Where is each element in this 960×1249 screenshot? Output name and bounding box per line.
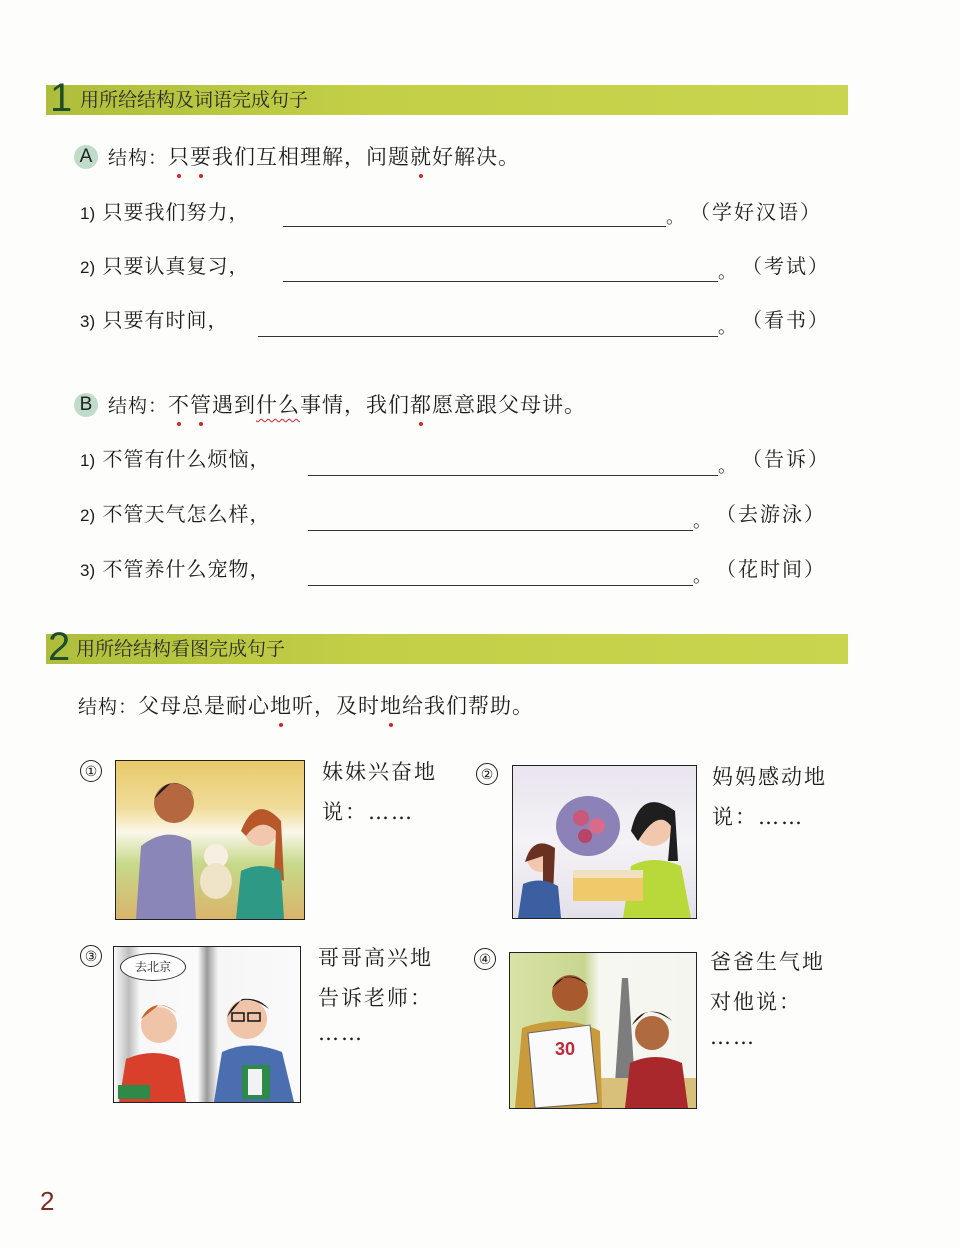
- item-number: 1): [80, 451, 96, 470]
- part-b-item-3: [80, 555, 270, 585]
- structure-text: 愿意跟父母讲。: [432, 393, 587, 417]
- part-b-item-1: [80, 445, 270, 475]
- wavy-underlined-text: 什么: [256, 393, 301, 417]
- illustration-4-father-angry-test: [509, 952, 697, 1109]
- item-prompt: 只要我们努力，: [102, 200, 250, 224]
- full-stop: 。: [718, 456, 736, 477]
- scene-2-figures: [513, 766, 696, 918]
- part-b-structure: [108, 391, 586, 420]
- section-2-title: 用所给结构看图完成句子: [76, 638, 286, 660]
- answer-blank-b1[interactable]: [308, 475, 718, 476]
- word-hint: （学好汉语）: [690, 200, 822, 224]
- picture-number-4: ④: [474, 948, 496, 970]
- caption-line: 哥哥高兴地: [318, 946, 433, 970]
- item-prompt: 只要有时间，: [102, 308, 229, 332]
- picture-caption-4: [710, 942, 825, 1052]
- emphasis-char: 管: [190, 393, 213, 417]
- structure-label: 结构：: [108, 147, 169, 169]
- structure-text: 遇到: [212, 393, 257, 417]
- picture-number-3: ③: [80, 945, 102, 967]
- item-number: 3): [80, 561, 96, 580]
- emphasis-char: 就: [410, 145, 433, 169]
- emphasis-char: 地: [380, 694, 403, 718]
- full-stop: 。: [666, 207, 684, 228]
- item-prompt: 不管有什么烦恼，: [102, 447, 271, 471]
- answer-blank-a1[interactable]: [283, 226, 666, 227]
- emphasis-char: 不: [168, 393, 191, 417]
- illustration-3-student-teacher: [113, 946, 301, 1103]
- structure-text: 父母总是耐心: [138, 694, 271, 718]
- emphasis-char: 只: [168, 145, 191, 169]
- structure-text: 我们互相理解，问题: [212, 145, 411, 169]
- answer-blank-b2[interactable]: [308, 530, 693, 531]
- emphasis-char: 地: [270, 694, 293, 718]
- picture-number-2: ②: [476, 763, 498, 785]
- scene-1-figures: [116, 761, 304, 919]
- caption-line: 说：……: [322, 800, 414, 824]
- emphasis-char: 都: [410, 393, 433, 417]
- full-stop: 。: [693, 511, 711, 532]
- item-number: 2): [80, 506, 96, 525]
- picture-number-1: ①: [80, 760, 102, 782]
- caption-line: 爸爸生气地: [710, 950, 825, 974]
- test-score: 30: [555, 1039, 576, 1059]
- word-hint: （考试）: [742, 254, 830, 278]
- answer-blank-a3[interactable]: [258, 336, 718, 337]
- speech-bubble: 去北京: [120, 953, 186, 981]
- structure-text: 给我们帮助。: [402, 694, 535, 718]
- item-number: 1): [80, 204, 96, 223]
- part-a-badge: A: [74, 145, 98, 169]
- part-a-structure: [108, 143, 520, 172]
- part-a-item-2: [80, 252, 249, 282]
- section-1-number: 1: [50, 76, 73, 120]
- full-stop: 。: [718, 317, 736, 338]
- section-2-structure: [78, 692, 534, 721]
- picture-caption-1: [322, 752, 437, 832]
- picture-caption-2: [712, 757, 827, 837]
- section-1-title: 用所给结构及词语完成句子: [80, 89, 309, 111]
- scene-4-figures: [510, 953, 696, 1108]
- item-prompt: 只要认真复习，: [102, 254, 250, 278]
- word-hint: （告诉）: [742, 447, 830, 471]
- structure-label: 结构：: [78, 696, 139, 718]
- structure-label: 结构：: [108, 395, 169, 417]
- structure-text: 好解决。: [432, 145, 521, 169]
- emphasis-char: 要: [190, 145, 213, 169]
- word-hint: （去游泳）: [716, 502, 826, 526]
- caption-line: 告诉老师：: [318, 986, 433, 1010]
- illustration-2-flowers-cake-mother: [512, 765, 697, 919]
- caption-line: 对他说：: [710, 990, 802, 1014]
- structure-text: 听，及时: [292, 694, 381, 718]
- full-stop: 。: [693, 566, 711, 587]
- illustration-1-brother-sister-puppy: [115, 760, 305, 920]
- answer-blank-b3[interactable]: [308, 585, 693, 586]
- caption-line: 妈妈感动地: [712, 765, 827, 789]
- part-b-badge: B: [74, 393, 98, 417]
- page-number: 2: [40, 1186, 55, 1216]
- part-b-item-2: [80, 500, 270, 530]
- caption-line: 妹妹兴奋地: [322, 760, 437, 784]
- word-hint: （看书）: [742, 308, 830, 332]
- caption-line: ……: [318, 1021, 364, 1045]
- part-a-item-1: [80, 198, 249, 228]
- full-stop: 。: [718, 262, 736, 283]
- item-prompt: 不管养什么宠物，: [102, 557, 271, 581]
- item-number: 2): [80, 258, 96, 277]
- answer-blank-a2[interactable]: [283, 281, 718, 282]
- word-hint: （花时间）: [716, 557, 826, 581]
- caption-line: 说：……: [712, 805, 804, 829]
- section-2-number: 2: [48, 625, 71, 669]
- structure-text: 事情，我们: [300, 393, 411, 417]
- part-a-item-3: [80, 306, 228, 336]
- item-number: 3): [80, 312, 96, 331]
- picture-caption-3: [318, 938, 433, 1048]
- item-prompt: 不管天气怎么样，: [102, 502, 271, 526]
- caption-line: ……: [710, 1025, 756, 1049]
